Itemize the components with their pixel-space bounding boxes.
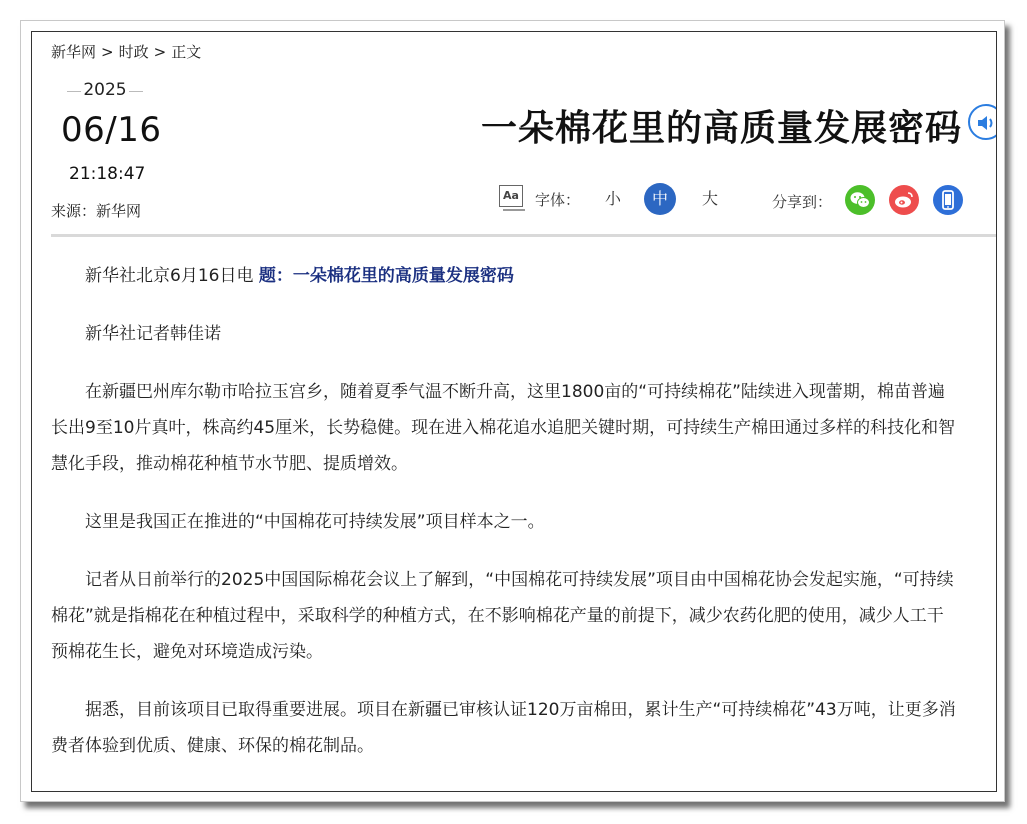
article-source: 来源：新华网 bbox=[51, 202, 142, 220]
breadcrumb-separator: > bbox=[101, 43, 114, 61]
publish-time: 21:18:47 bbox=[69, 164, 146, 184]
breadcrumb-current: 正文 bbox=[171, 43, 202, 61]
font-size-icon-text: Aa bbox=[503, 189, 519, 202]
font-size-small-button[interactable]: 小 bbox=[604, 189, 621, 208]
reporter-line: 新华社记者韩佳诺 bbox=[85, 324, 221, 344]
breadcrumb-politics[interactable]: 时政 bbox=[118, 43, 149, 61]
paragraph-4: 据悉，目前该项目已取得重要进展。项目在新疆已审核认证120万亩棉田，累计生产“可持续棉花”43万吨，让更多消费者体验到优质、健康、环保的棉花制品。 bbox=[51, 700, 956, 756]
font-size-large-button[interactable]: 大 bbox=[701, 189, 718, 208]
dateline: 新华社北京6月16日电 bbox=[85, 266, 259, 286]
breadcrumb-separator: > bbox=[153, 43, 167, 61]
share-label: 分享到： bbox=[772, 193, 833, 211]
article-page bbox=[31, 31, 997, 792]
wechat-icon[interactable] bbox=[845, 185, 875, 215]
breadcrumb-home[interactable]: 新华网 bbox=[51, 43, 97, 61]
header-divider bbox=[51, 234, 997, 237]
lead-paragraph bbox=[51, 258, 956, 294]
article-title: 一朵棉花里的高质量发展密码 bbox=[480, 108, 962, 149]
weibo-icon[interactable] bbox=[889, 185, 919, 215]
mobile-icon[interactable] bbox=[933, 185, 963, 215]
article-toolbar bbox=[499, 181, 994, 221]
article-body bbox=[51, 258, 956, 786]
speaker-icon[interactable] bbox=[968, 104, 997, 140]
publish-year: 2025 bbox=[65, 80, 145, 100]
paragraph-1: 在新疆巴州库尔勒市哈拉玉宫乡，随着夏季气温不断升高，这里1800亩的“可持续棉花”陆续进入现蕾期，棉苗普遍长出9至10片真叶，株高约45厘米，长势稳健。现在进入棉花追水追肥关键时期，可持续生产棉田通过多样的科技化和智慧化手段，推动棉花种植节水节肥、提质增效。 bbox=[51, 382, 956, 474]
paragraph-2: 这里是我国正在推进的“中国棉花可持续发展”项目样本之一。 bbox=[85, 512, 545, 532]
font-size-medium-button[interactable]: 中 bbox=[644, 183, 676, 215]
paragraph-3: 记者从日前举行的2025中国国际棉花会议上了解到，“中国棉花可持续发展”项目由中国棉花协会发起实施，“可持续棉花”就是指棉花在种植过程中，采取科学的种植方式，在不影响棉花产量的前提下，减少农药化肥的使用，减少人工干预棉花生长，避免对环境造成污染。 bbox=[51, 570, 954, 662]
font-size-icon bbox=[499, 185, 523, 207]
publish-day: 06/16 bbox=[61, 110, 162, 150]
font-size-label: 字体： bbox=[535, 191, 581, 209]
breadcrumb bbox=[51, 41, 201, 62]
lead-title: 题：一朵棉花里的高质量发展密码 bbox=[258, 266, 514, 286]
